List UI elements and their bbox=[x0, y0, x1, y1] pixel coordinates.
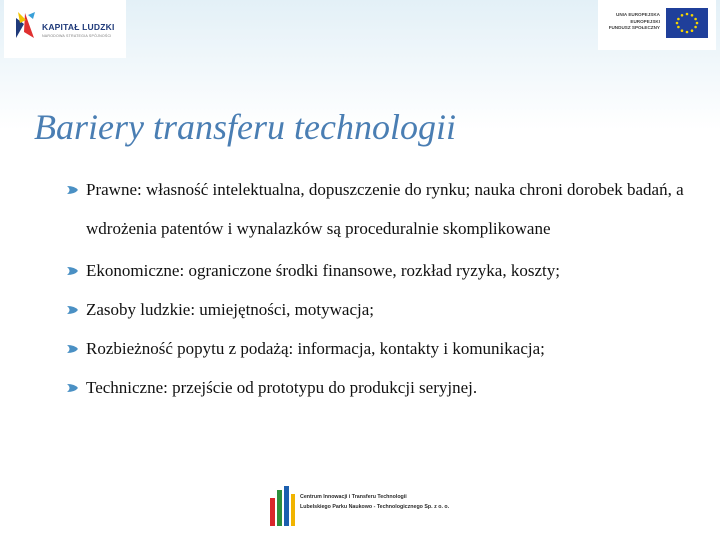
kapital-ludzki-subtitle: NARODOWA STRATEGIA SPÓJNOŚCI bbox=[42, 34, 112, 38]
bullet-text: Ekonomiczne: ograniczone środki finansowe, rozkład ryzyka, koszty; bbox=[86, 261, 560, 280]
eu-logo-text bbox=[608, 12, 660, 32]
eu-line-1: UNIA EUROPEJSKA bbox=[616, 12, 660, 17]
bullet-text: Rozbieżność popytu z podażą: informacja, kontakty i komunikacja; bbox=[86, 339, 545, 358]
arrow-bullet-icon bbox=[66, 304, 82, 316]
eu-logo bbox=[598, 0, 716, 50]
bullet-list bbox=[66, 170, 686, 407]
kapital-ludzki-title: KAPITAŁ LUDZKI bbox=[42, 22, 115, 32]
bullet-item bbox=[66, 251, 686, 290]
bullet-text: Techniczne: przejście od prototypu do produkcji seryjnej. bbox=[86, 378, 478, 397]
centrum-line-2: Lubelskiego Parku Naukowo - Technologicznego Sp. z o. o. bbox=[300, 504, 450, 510]
bullet-text: Prawne: własność intelektualna, dopuszczenie do rynku; nauka chroni dorobek badań, a wdrożenia patentów i wynalazków są proceduralnie skomplikowane bbox=[86, 180, 684, 238]
kapital-ludzki-emblem-icon bbox=[14, 10, 36, 40]
centrum-innowacji-text bbox=[300, 492, 449, 512]
centrum-line-1: Centrum Innowacji i Transferu Technologii bbox=[300, 494, 407, 500]
centrum-innowacji-emblem-icon bbox=[268, 484, 296, 528]
kapital-ludzki-logo bbox=[4, 0, 126, 58]
centrum-innowacji-logo bbox=[264, 482, 458, 532]
slide-title: Bariery transferu technologii bbox=[34, 107, 456, 147]
bullet-item bbox=[66, 170, 686, 248]
eu-line-2: EUROPEJSKI bbox=[630, 18, 660, 24]
bullet-item bbox=[66, 329, 686, 368]
arrow-bullet-icon bbox=[66, 382, 82, 394]
arrow-bullet-icon bbox=[66, 184, 82, 196]
arrow-bullet-icon bbox=[66, 265, 82, 277]
bullet-item bbox=[66, 290, 686, 329]
bullet-item bbox=[66, 368, 686, 407]
bullet-text: Zasoby ludzkie: umiejętności, motywacja; bbox=[86, 300, 374, 319]
eu-line-3: FUNDUSZ SPOŁECZNY bbox=[608, 25, 660, 31]
eu-flag-icon bbox=[666, 8, 708, 38]
arrow-bullet-icon bbox=[66, 343, 82, 355]
